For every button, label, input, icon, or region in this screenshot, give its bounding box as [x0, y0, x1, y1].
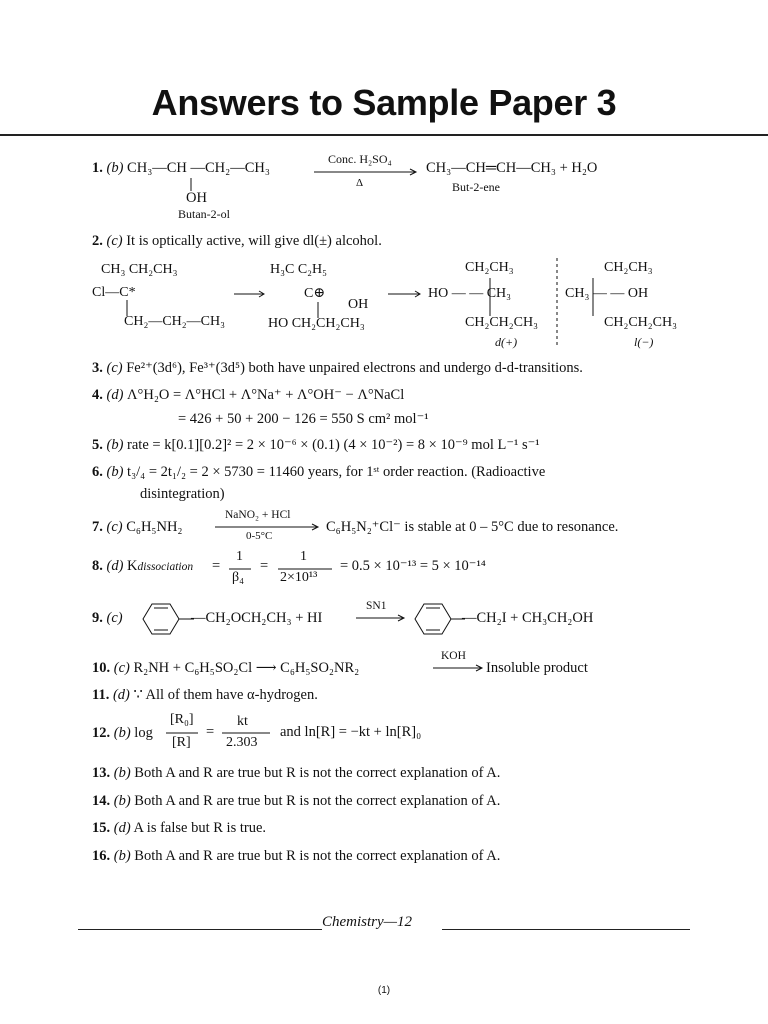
answer-number: 4.: [92, 387, 103, 403]
answer-text: t₃/₄ = 2t₁/₂ = 2 × 5730 = 11460 years, for 1ˢᵗ order reaction. (Radioactive: [127, 464, 546, 480]
answer-4-line2: = 426 + 50 + 200 − 126 = 550 S cm² mol⁻¹: [178, 411, 429, 427]
mech-b-mid: C⊕: [304, 286, 326, 301]
mech-a-top: CH₃ CH₂CH₃: [101, 262, 178, 277]
answer-text: Both A and R are true but R is not the correct explanation of A.: [134, 765, 501, 781]
fraction1-denominator: β₄: [232, 570, 245, 585]
answer-6-line2: disintegration): [140, 486, 225, 502]
answer-number: 12.: [92, 725, 111, 741]
answer-number: 1.: [92, 160, 103, 176]
answer-text: It is optically active, will give dl(±) alcohol.: [126, 233, 382, 249]
answer-number: 8.: [92, 558, 103, 574]
fraction1-numerator: 1: [236, 549, 243, 564]
mech-d-mid: CH₃ — — OH: [565, 286, 649, 301]
fraction1-denominator: [R]: [172, 735, 191, 750]
mech-a-bot: CH₂—CH₂—CH₃: [124, 314, 225, 329]
equals: =: [260, 558, 269, 574]
reactant: CH₃—CH —CH₂—CH₃: [127, 160, 270, 176]
answer-text: Both A and R are true but R is not the correct explanation of A.: [134, 848, 501, 864]
product: C₆H₅N₂⁺Cl⁻ is stable at 0 – 5°C due to resonance.: [326, 519, 619, 535]
condition: Δ: [356, 177, 364, 189]
oh-group: OH: [186, 190, 207, 206]
answer-number: 6.: [92, 464, 103, 480]
k-symbol: K: [127, 558, 138, 574]
product: CH₃—CH═CH—CH₃ + H₂O: [426, 160, 598, 176]
answer-text: ∵ All of them have α-hydrogen.: [133, 687, 318, 703]
answer-number: 13.: [92, 765, 111, 781]
answer-option: (c): [113, 660, 130, 676]
mech-c-bot: CH₂CH₂CH₃: [465, 315, 538, 330]
answer-8-result: = 0.5 × 10⁻¹³ = 5 × 10⁻¹⁴: [340, 558, 486, 574]
answer-option: (d): [106, 558, 124, 574]
page-title: Answers to Sample Paper 3: [151, 82, 617, 123]
answer-12-rest: and ln[R] = −kt + ln[R]₀: [280, 724, 422, 740]
k-subscript: dissociation: [137, 561, 194, 573]
answer-option: (b): [106, 437, 124, 453]
answer-text: Fe²⁺(3d⁶), Fe³⁺(3d⁵) both have unpaired electrons and undergo d-d-transitions.: [126, 360, 583, 376]
reagent: KOH: [441, 650, 466, 662]
answer-text: Both A and R are true but R is not the correct explanation of A.: [134, 793, 501, 809]
reagent: Conc. H₂SO₄: [328, 152, 392, 166]
fraction2-numerator: kt: [237, 714, 248, 729]
answer-number: 7.: [92, 519, 103, 535]
product-name: But-2-ene: [452, 180, 500, 194]
answer-number: 3.: [92, 360, 103, 376]
product: —CH₂I + CH₃CH₂OH: [462, 610, 594, 626]
answer-option: (d): [106, 387, 124, 403]
answer-option: (b): [113, 793, 131, 809]
equals: =: [206, 724, 215, 740]
equals: =: [212, 558, 221, 574]
fraction1-numerator: [R₀]: [170, 712, 194, 727]
fraction2-numerator: 1: [300, 549, 307, 564]
footer-rule-right: [442, 929, 690, 930]
mech-d-label: l(−): [634, 335, 654, 349]
answer-option: (c): [106, 610, 123, 626]
answer-option: (c): [106, 233, 123, 249]
answer-text: rate = k[0.1][0.2]² = 2 × 10⁻⁶ × (0.1) (4 × 10⁻²) = 8 × 10⁻⁹ mol L⁻¹ s⁻¹: [127, 437, 540, 453]
mech-a-mid: Cl—C*: [92, 285, 136, 300]
answer-number: 14.: [92, 793, 111, 809]
answer-number: 15.: [92, 820, 111, 836]
mech-b-bot: HO CH₂CH₂CH₃: [268, 316, 365, 331]
answer-number: 16.: [92, 848, 111, 864]
answer-option: (d): [113, 820, 131, 836]
answer-option: (b): [113, 848, 131, 864]
reactant: C₆H₅NH₂: [126, 519, 183, 535]
answer-number: 11.: [92, 687, 110, 703]
fraction2-denominator: 2.303: [226, 735, 258, 750]
log-symbol: log: [134, 725, 153, 741]
reactant-name: Butan-2-ol: [178, 207, 230, 221]
reactant: —CH₂OCH₂CH₃ + HI: [191, 610, 323, 626]
answer-option: (b): [106, 160, 124, 176]
mech-c-label: d(+): [495, 335, 518, 349]
mech-c-mid: HO — — CH₃: [428, 286, 512, 301]
answer-option: (c): [106, 360, 123, 376]
answer-number: 10.: [92, 660, 111, 676]
reagent: SN1: [366, 600, 387, 612]
mech-c-top: CH₂CH₃: [465, 260, 514, 275]
mech-d-top: CH₂CH₃: [604, 260, 653, 275]
answer-option: (c): [106, 519, 123, 535]
answer-option: (b): [113, 725, 131, 741]
reagent: NaNO₂ + HCl: [225, 509, 291, 521]
mech-d-bot: CH₂CH₂CH₃: [604, 315, 677, 330]
answer-text: R₂NH + C₆H₅SO₂Cl ⟶ C₆H₅SO₂NR₂: [133, 660, 360, 676]
answer-text: Λ°H₂O = Λ°HCl + Λ°Na⁺ + Λ°OH⁻ − Λ°NaCl: [127, 387, 405, 403]
answer-option: (b): [113, 765, 131, 781]
condition: 0-5°C: [246, 530, 273, 542]
answer-number: 5.: [92, 437, 103, 453]
footer-title: Chemistry—12: [322, 914, 412, 930]
mech-b-oh: OH: [348, 297, 369, 312]
answer-option: (d): [112, 687, 130, 703]
answer-number: 2.: [92, 233, 103, 249]
answer-number: 9.: [92, 610, 103, 626]
page-number: (1): [377, 985, 391, 996]
product: Insoluble product: [486, 660, 588, 676]
footer-rule-left: [78, 929, 322, 930]
answer-option: (b): [106, 464, 124, 480]
fraction2-denominator: 2×10¹³: [280, 570, 318, 585]
answer-text: A is false but R is true.: [133, 820, 267, 836]
mech-b-top: H₃C C₂H₅: [270, 262, 328, 277]
